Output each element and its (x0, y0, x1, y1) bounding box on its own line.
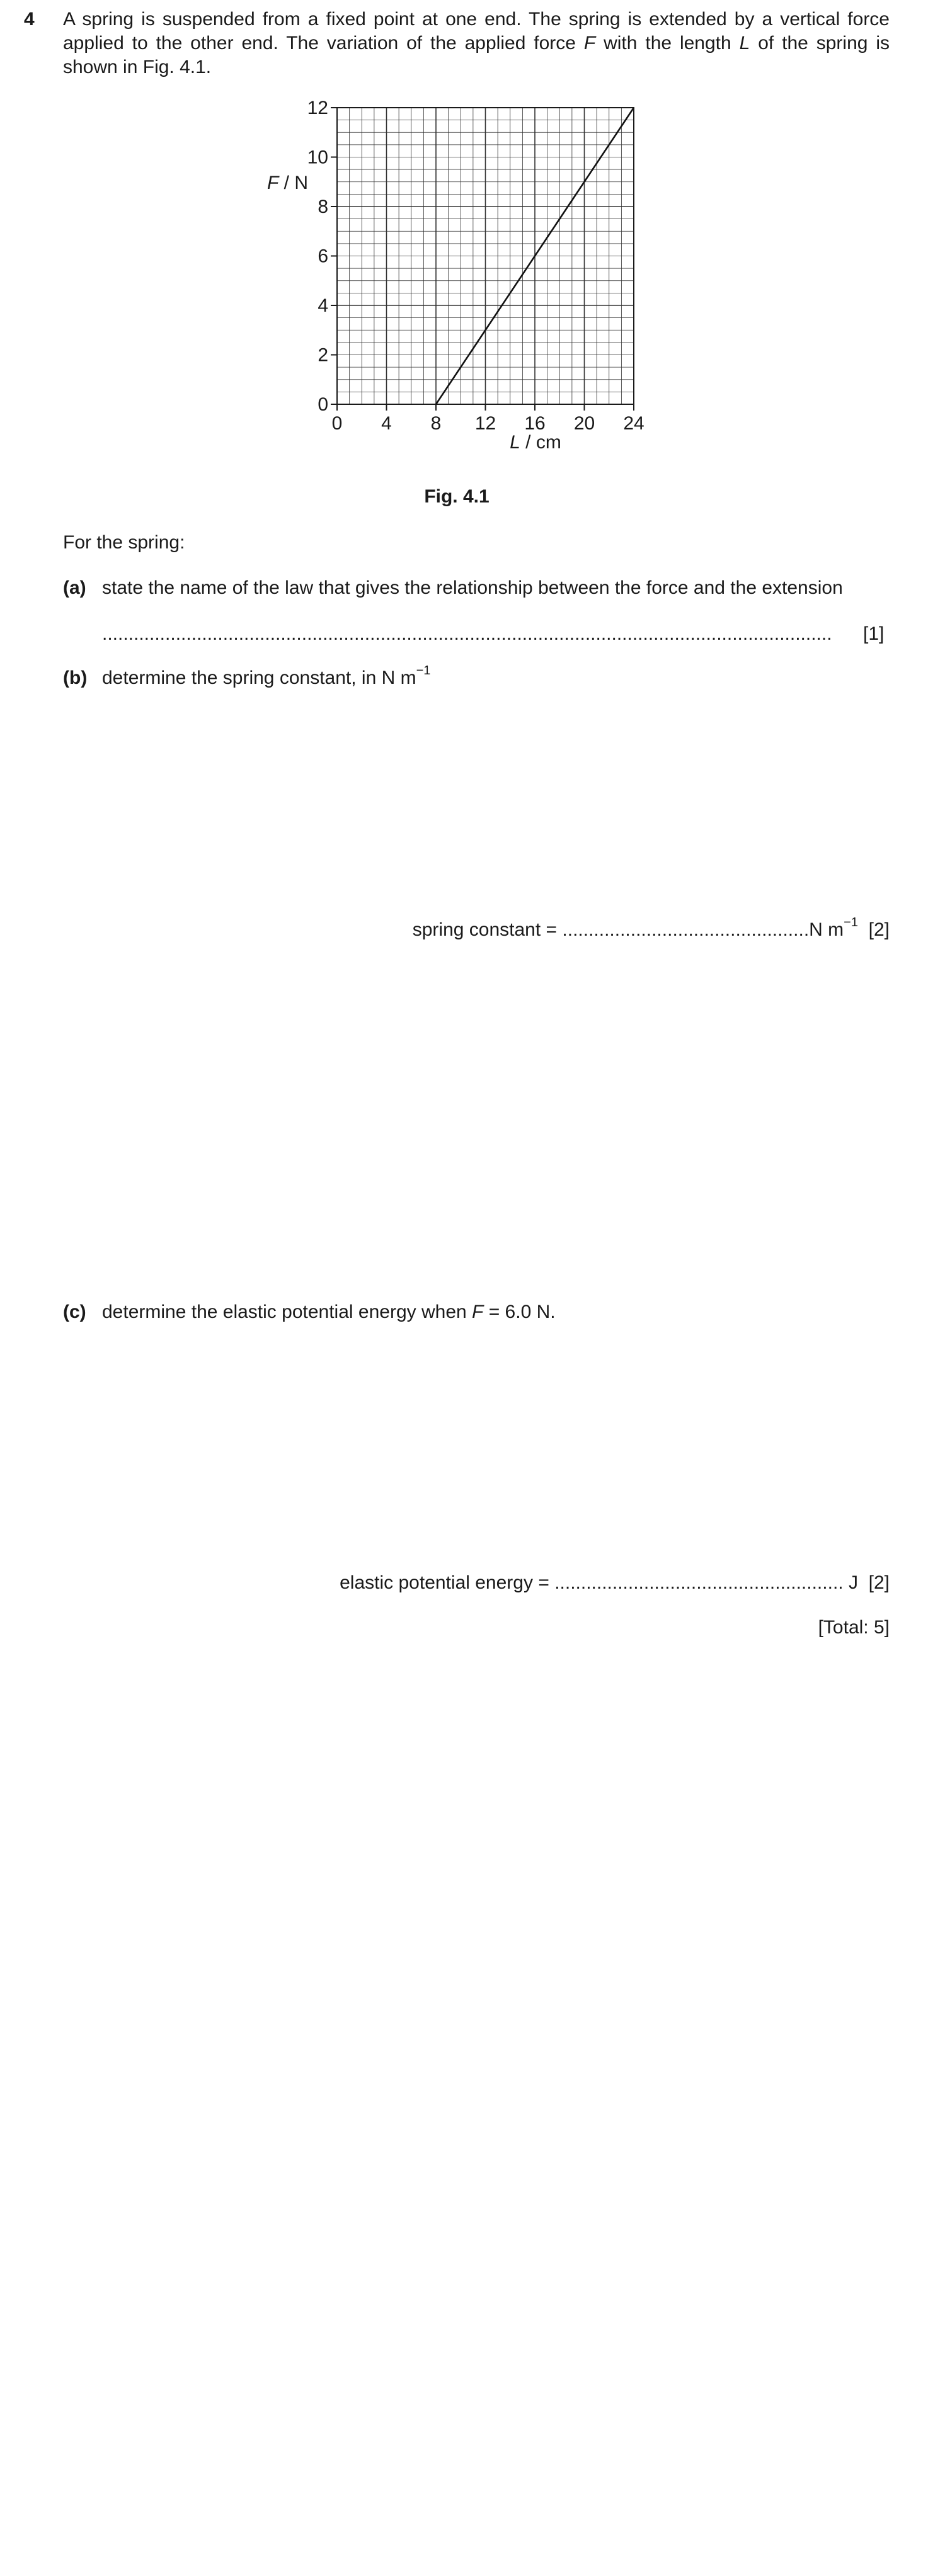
part-c-text-2: = 6.0 N. (483, 1302, 556, 1322)
intro-text-1: A spring is suspended from a fixed point at one end. The spring is extended by a vertical force applied to the other end. The variation of the applied force (63, 9, 890, 54)
part-b-text-sup: −1 (416, 664, 431, 678)
y-tick-label: 8 (318, 196, 328, 217)
y-axis-unit: / N (278, 173, 308, 193)
x-tick-label: 0 (331, 413, 343, 434)
part-b-answer-prefix: spring constant = (412, 919, 558, 940)
part-c-marks: [2] (868, 1572, 890, 1593)
part-b-answer (378, 918, 890, 942)
question-number: 4 (24, 9, 35, 30)
question-intro (63, 8, 890, 79)
part-a-answer-line[interactable]: ........................................................................................................................................... (102, 623, 832, 644)
x-tick-label: 20 (573, 413, 595, 434)
part-c-var-F: F (472, 1302, 484, 1322)
x-tick-label: 16 (524, 413, 546, 434)
part-c-text-1: determine the elastic potential energy when (102, 1302, 472, 1322)
part-c-answer-unit: J (848, 1572, 858, 1593)
y-axis-label (267, 173, 308, 193)
part-b-answer-line[interactable]: ............................................... (562, 919, 810, 940)
graph-grid (337, 108, 634, 404)
x-tick-label: 12 (474, 413, 496, 434)
x-tick-label: 8 (430, 413, 442, 434)
x-tick-label: 24 (623, 413, 644, 434)
part-a-label: (a) (63, 577, 86, 598)
x-axis-unit: / cm (520, 432, 561, 453)
intro-text-3: of the spring is shown in Fig. 4.1. (63, 33, 890, 77)
y-tick-label: 6 (318, 246, 328, 267)
x-axis-label (510, 432, 561, 453)
part-c-label: (c) (63, 1302, 86, 1322)
x-axis-var: L (510, 432, 520, 453)
intro-text-2: with the length (595, 33, 740, 54)
total-marks: [Total: 5] (818, 1617, 890, 1638)
part-b-answer-unit: N m (809, 919, 844, 940)
part-c-answer-prefix: elastic potential energy = (340, 1572, 549, 1593)
figure-caption: Fig. 4.1 (424, 486, 490, 507)
part-c-answer-line[interactable]: ....................................................... (554, 1572, 844, 1593)
y-axis-var: F (267, 173, 279, 193)
y-tick-label: 10 (307, 147, 328, 168)
graph-ticks (307, 98, 644, 434)
lead-in: For the spring: (63, 532, 185, 553)
y-tick-label: 0 (318, 394, 328, 415)
part-a-text: state the name of the law that gives the relationship between the force and the extension (102, 577, 843, 598)
part-a-marks: [1] (863, 623, 885, 644)
x-tick-label: 4 (381, 413, 392, 434)
intro-var-L: L (739, 33, 750, 54)
part-c-text (102, 1300, 556, 1324)
part-b-label: (b) (63, 667, 88, 688)
part-c-answer (252, 1571, 890, 1595)
part-b-answer-unit-sup: −1 (844, 916, 858, 929)
part-b-text-main: determine the spring constant, in N m (102, 667, 416, 688)
y-tick-label: 12 (307, 98, 328, 118)
force-length-graph (252, 94, 662, 460)
intro-var-F: F (583, 33, 596, 54)
part-b-text (102, 666, 430, 690)
y-tick-label: 4 (318, 295, 328, 316)
part-b-marks: [2] (868, 919, 890, 940)
y-tick-label: 2 (318, 344, 328, 366)
